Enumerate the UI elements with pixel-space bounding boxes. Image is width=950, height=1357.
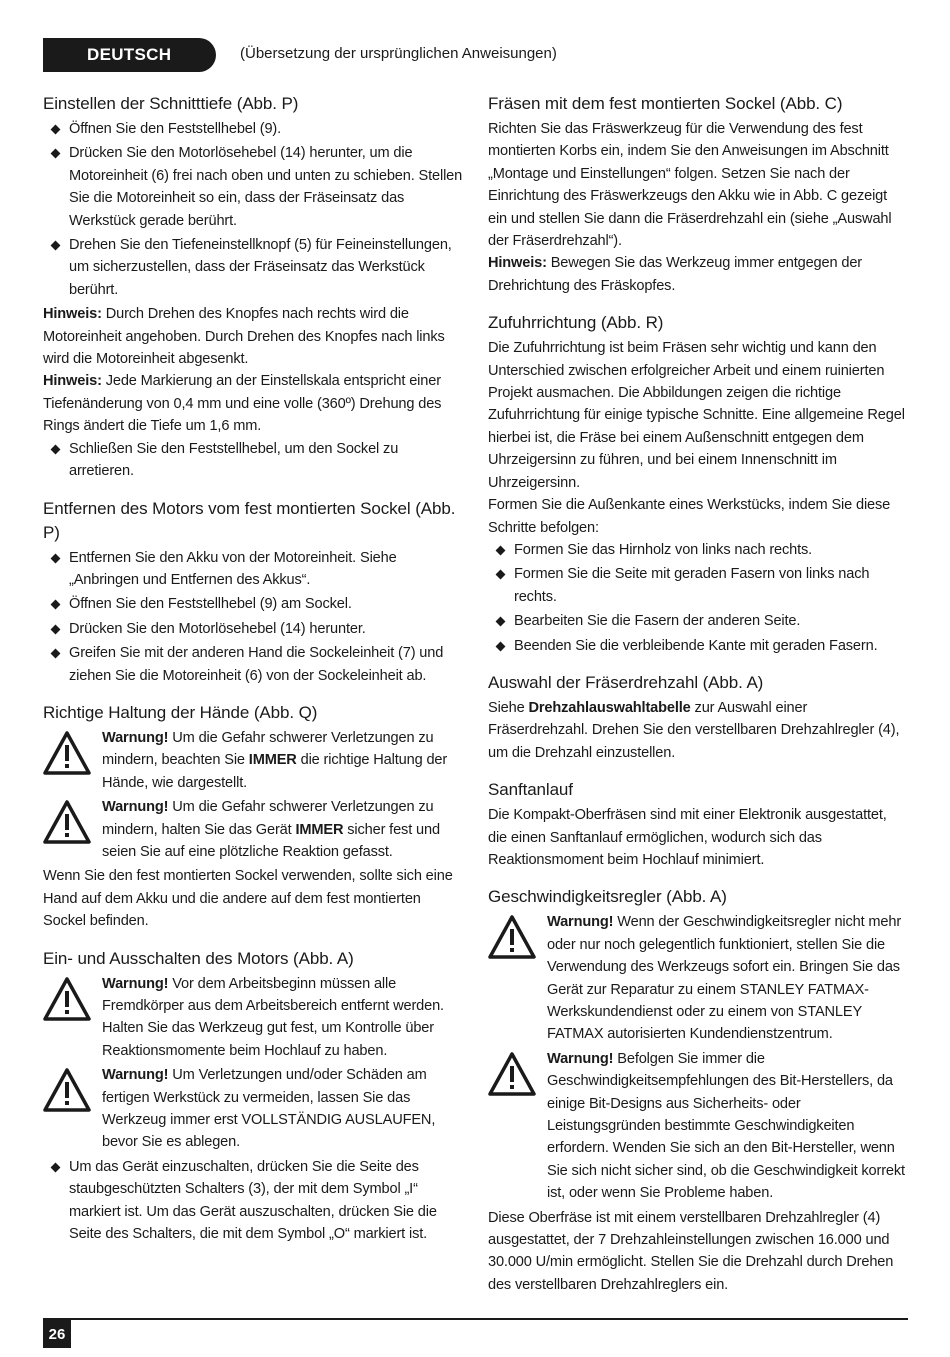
list-item: Öffnen Sie den Feststellhebel (9). [43, 118, 463, 140]
section-title: Zufuhrrichtung (Abb. R) [488, 313, 664, 333]
list-item: Drehen Sie den Tiefeneinstellknopf (5) für Feineinstellungen, um sicherzustellen, dass der Fräseinsatz das Werkstück berührt. [43, 234, 463, 301]
section-title: Entfernen des Motors vom fest montierten Sockel (Abb. P) [43, 498, 456, 542]
note-paragraph: Hinweis: Bewegen Sie das Werkzeug immer entgegen der Drehrichtung des Fräskopfes. [488, 255, 862, 294]
warning-triangle-icon [488, 1052, 536, 1096]
diamond-bullet-icon [51, 125, 61, 135]
warning-triangle-icon [488, 915, 536, 959]
section-title: Ein- und Ausschalten des Motors (Abb. A) [43, 948, 354, 968]
section-title: Einstellen der Schnitttiefe (Abb. P) [43, 94, 299, 113]
diamond-bullet-icon [51, 149, 61, 159]
diamond-bullet-icon [496, 641, 506, 651]
bullet-list [43, 1156, 463, 1246]
note-paragraph: Hinweis: Durch Drehen des Knopfes nach rechts wird die Motoreinheit angehoben. Durch Drehen des Knopfes nach links wird die Motoreinheit abgesenkt. [43, 306, 445, 368]
list-item: Um das Gerät einzuschalten, drücken Sie die Seite des staubgeschützten Schalters (3), der mit dem Symbol „I“ markiert ist. Um das Gerät auszuschalten, drücken Sie die Seite des Schalters, die mit dem Symbol „O“ markiert ist. [43, 1156, 463, 1246]
diamond-bullet-icon [51, 1162, 61, 1172]
body-paragraph: Wenn Sie den fest montierten Sockel verwenden, sollte sich eine Hand auf dem Akku und die andere auf dem fest montierten Sockel befinden. [43, 868, 453, 930]
diamond-bullet-icon [496, 570, 506, 580]
diamond-bullet-icon [51, 241, 61, 251]
left-column [43, 92, 463, 1247]
diamond-bullet-icon [51, 444, 61, 454]
section-title: Auswahl der Fräserdrehzahl (Abb. A) [488, 672, 764, 692]
body-paragraph: Siehe Drehzahlauswahltabelle zur Auswahl einer Fräserdrehzahl. Drehen Sie den verstellbaren Drehzahlregler (4), um die Drehzahl einzustellen. [488, 699, 900, 761]
bullet-list [43, 547, 463, 687]
section-title: Richtige Haltung der Hände (Abb. Q) [43, 702, 318, 722]
list-item: Beenden Sie die verbleibende Kante mit geraden Fasern. [488, 635, 908, 657]
warning-block: Warnung! Vor dem Arbeitsbeginn müssen alle Fremdkörper aus dem Arbeitsbereich entfernt werden. Halten Sie das Werkzeug gut fest, um Kontrolle über Reaktionsmomente beim Hochlauf zu haben. [43, 973, 463, 1063]
diamond-bullet-icon [51, 624, 61, 634]
body-paragraph: Formen Sie die Außenkante eines Werkstücks, indem Sie diese Schritte befolgen: [488, 497, 891, 536]
section-title: Geschwindigkeitsregler (Abb. A) [488, 887, 727, 907]
list-item: Greifen Sie mit der anderen Hand die Sockeleinheit (7) und ziehen Sie die Motoreinheit (6) von der Sockeleinheit ab. [43, 642, 463, 687]
warning-block: Warnung! Um Verletzungen und/oder Schäden am fertigen Werkstück zu vermeiden, lassen Sie das Werkzeug immer erst VOLLSTÄNDIG AUSLAUFEN, bevor Sie es ablegen. [43, 1064, 463, 1154]
warning-triangle-icon [43, 731, 91, 775]
language-label: DEUTSCH [87, 45, 172, 64]
body-paragraph: Die Zufuhrrichtung ist beim Fräsen sehr wichtig und kann den Unterschied zwischen erfolgreicher Arbeit und einem ruinierten Projekt ausmachen. Die Abbildungen zeigen die richtige Zufuhrrichtung für einige typische Schnitte. Eine allgemeine Regel hierbei ist, die Fräse bei einem Außenschnitt entgegen dem Uhrzeigersinn zu führen, und bei einem Innenschnitt im Uhrzeigersinn. [488, 340, 905, 491]
bullet-list [488, 539, 908, 657]
bullet-list [43, 438, 463, 483]
body-paragraph: Diese Oberfräse ist mit einem verstellbaren Drehzahlregler (4) ausgestattet, der 7 Drehzahleinstellungen zwischen 16.000 und 30.000 U/min ermöglicht. Stellen Sie die Drehzahl durch Drehen des verstellbaren Drehzahlreglers ein. [488, 1209, 894, 1293]
bullet-list [43, 118, 463, 301]
section-title: Fräsen mit dem fest montierten Sockel (Abb. C) [488, 94, 843, 113]
list-item: Drücken Sie den Motorlösehebel (14) herunter. [43, 618, 463, 640]
page-number: 26 [43, 1320, 71, 1348]
list-item: Schließen Sie den Feststellhebel, um den Sockel zu arretieren. [43, 438, 463, 483]
list-item: Öffnen Sie den Feststellhebel (9) am Sockel. [43, 593, 463, 615]
body-paragraph: Die Kompakt-Oberfräsen sind mit einer Elektronik ausgestattet, die einen Sanftanlauf ermöglichen, wodurch sich das Reaktionsmoment beim Hochlauf minimiert. [488, 807, 887, 868]
warning-block: Warnung! Wenn der Geschwindigkeitsregler nicht mehr oder nur noch gelegentlich funktioniert, stellen Sie die Verwendung des Werkzeugs sofort ein. Bringen Sie das Gerät zur Reparatur zu einem STANLEY FATMAX-Werkskundendienst oder zu einem von STANLEY FATMAX autorisierten Kundendienstzentrum. [488, 911, 908, 1045]
body-paragraph: Richten Sie das Fräswerkzeug für die Verwendung des fest montierten Korbs ein, indem Sie den Anweisungen im Abschnitt „Montage und Einstellungen“ folgen. Setzen Sie nach der Einrichtung des Fräswerkzeugs den Akku wie in Abb. C gezeigt ein und stellen Sie dann die Fräserdrehzahl ein (siehe „Auswahl der Fräserdrehzahl“). [488, 121, 892, 250]
warning-triangle-icon [43, 977, 91, 1021]
list-item: Entfernen Sie den Akku von der Motoreinheit. Siehe „Anbringen und Entfernen des Akkus“. [43, 547, 463, 592]
list-item: Drücken Sie den Motorlösehebel (14) herunter, um die Motoreinheit (6) frei nach oben und unten zu schieben. Stellen Sie die Motoreinheit so ein, dass der Fräseinsatz das Werkstück gerade berührt. [43, 142, 463, 232]
header-subtitle: (Übersetzung der ursprünglichen Anweisungen) [240, 45, 557, 62]
warning-triangle-icon [43, 800, 91, 844]
right-column [488, 92, 908, 1296]
list-item: Bearbeiten Sie die Fasern der anderen Seite. [488, 610, 908, 632]
footer-divider [43, 1318, 908, 1320]
list-item: Formen Sie die Seite mit geraden Fasern von links nach rechts. [488, 563, 908, 608]
warning-block: Warnung! Um die Gefahr schwerer Verletzungen zu mindern, halten Sie das Gerät IMMER sicher fest und seien Sie auf eine plötzliche Reaktion gefasst. [43, 796, 463, 863]
diamond-bullet-icon [51, 649, 61, 659]
section-title: Sanftanlauf [488, 780, 573, 800]
warning-block: Warnung! Befolgen Sie immer die Geschwindigkeitsempfehlungen des Bit-Herstellers, da einige Bit-Designs aus Sicherheits- oder Leistungsgründen bestimmte Geschwindigkeiten erfordern. Wenden Sie sich an den Bit-Hersteller, wenn Sie sich nicht sicher sind, ob die Geschwindigkeit korrekt ist, oder wenn Sie Probleme haben. [488, 1048, 908, 1205]
warning-triangle-icon [43, 1068, 91, 1112]
diamond-bullet-icon [51, 553, 61, 563]
note-paragraph: Hinweis: Jede Markierung an der Einstellskala entspricht einer Tiefenänderung von 0,4 mm und eine volle (360º) Drehung des Rings ändert die Tiefe um 1,6 mm. [43, 373, 442, 435]
diamond-bullet-icon [496, 545, 506, 555]
warning-block: Warnung! Um die Gefahr schwerer Verletzungen zu mindern, beachten Sie IMMER die richtige Haltung der Hände, wie dargestellt. [43, 727, 463, 794]
language-badge [43, 38, 216, 72]
diamond-bullet-icon [51, 600, 61, 610]
diamond-bullet-icon [496, 617, 506, 627]
list-item: Formen Sie das Hirnholz von links nach rechts. [488, 539, 908, 561]
